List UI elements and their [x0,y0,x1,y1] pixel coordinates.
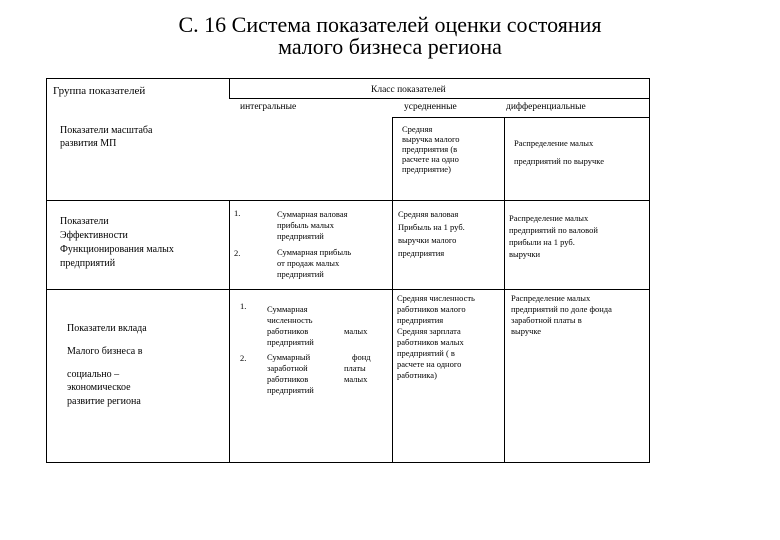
table-rule [229,98,650,99]
page-title-line-1: С. 16 Система показателей оценки состояния [178,12,602,37]
row2-group-line: предприятий [60,258,116,269]
row3-averaged-line: предприятия [397,315,444,325]
row3-averaged-line: работников малого [397,304,466,314]
row1-differential-line: предприятий по выручке [514,156,604,166]
header-col-differential: дифференциальные [506,102,586,112]
row3-integral-line: Суммарный [267,352,311,362]
row2-group-line: Функционирования малых [60,244,174,255]
table-rule [392,117,650,118]
row3-averaged-line: работника) [397,370,437,380]
table-rule [229,200,230,463]
header-col-integral: интегральные [240,102,297,112]
row3-averaged-line: Средняя зарплата [397,326,461,336]
row2-integral-num: 1. [234,208,241,218]
row2-differential-line: Распределение малых [509,213,589,223]
row3-averaged-line: предприятий ( в [397,348,455,358]
row2-differential-line: выручки [509,249,541,259]
row3-averaged-line: работников малых [397,337,464,347]
row2-averaged-line: Средняя валовая [398,209,459,219]
row3-differential-line: Распределение малых [511,293,591,303]
row1-averaged-line: предприятия (в [402,144,458,154]
row2-group-line: Эффективности [60,230,128,241]
row3-integral-line: фонд [352,352,371,362]
row2-averaged-line: выручки малого [398,235,457,245]
table-rule [504,117,505,463]
row2-integral-line: Суммарная прибыль [277,247,352,257]
row1-group-line: развития МП [60,138,117,149]
row1-group-line: Показатели масштаба [60,125,153,136]
row3-integral-line: заработной [267,363,308,373]
row2-averaged-line: предприятия [398,248,445,258]
row3-averaged-line: Средняя численность [397,293,475,303]
page-title-line-2: малого бизнеса региона [278,34,502,59]
header-class-label: Класс показателей [371,85,446,95]
table-rule [46,200,650,201]
row2-averaged-line: Прибыль на 1 руб. [398,222,465,232]
row2-integral-num: 2. [234,248,241,258]
row3-integral-line: платы [344,363,366,373]
row3-group-line: развитие региона [67,396,141,407]
row3-group-line: экономическое [67,382,131,393]
header-group-label: Группа показателей [53,85,146,97]
row3-differential-line: выручке [511,326,542,336]
row2-integral-line: от продаж малых [277,258,340,268]
row3-integral-line: работников [267,326,309,336]
row2-differential-line: прибыли на 1 руб. [509,237,575,247]
header-col-averaged: усредненные [404,102,457,112]
row3-integral-line: малых [344,326,368,336]
row1-averaged-line: предприятие) [402,164,451,174]
row3-integral-line: Суммарная [267,304,308,314]
table-rule [229,78,230,98]
table-rule [46,289,650,290]
row3-averaged-line: расчете на одного [397,359,462,369]
row1-averaged-line: Средняя [402,124,433,134]
row1-differential-line: Распределение малых [514,138,594,148]
row3-group-line: Показатели вклада [67,323,147,334]
row3-group-line: социально – [67,369,120,380]
row3-integral-line: предприятий [267,385,314,395]
row2-group-line: Показатели [60,216,109,227]
row3-group-line: Малого бизнеса в [67,346,143,357]
row1-averaged-line: выручка малого [402,134,460,144]
row3-integral-line: малых [344,374,368,384]
row3-integral-line: работников [267,374,309,384]
row3-integral-line: предприятий [267,337,314,347]
row2-differential-line: предприятий по валовой [509,225,598,235]
row1-averaged-line: расчете на одно [402,154,459,164]
table-rule [392,117,393,463]
row3-differential-line: заработной платы в [511,315,582,325]
row2-integral-line: прибыль малых [277,220,334,230]
row3-integral-line: численность [267,315,313,325]
row3-differential-line: предприятий по доле фонда [511,304,612,314]
row3-integral-num: 2. [240,353,247,363]
row2-integral-line: предприятий [277,231,324,241]
row2-integral-line: предприятий [277,269,324,279]
row2-integral-line: Суммарная валовая [277,209,348,219]
row3-integral-num: 1. [240,301,247,311]
